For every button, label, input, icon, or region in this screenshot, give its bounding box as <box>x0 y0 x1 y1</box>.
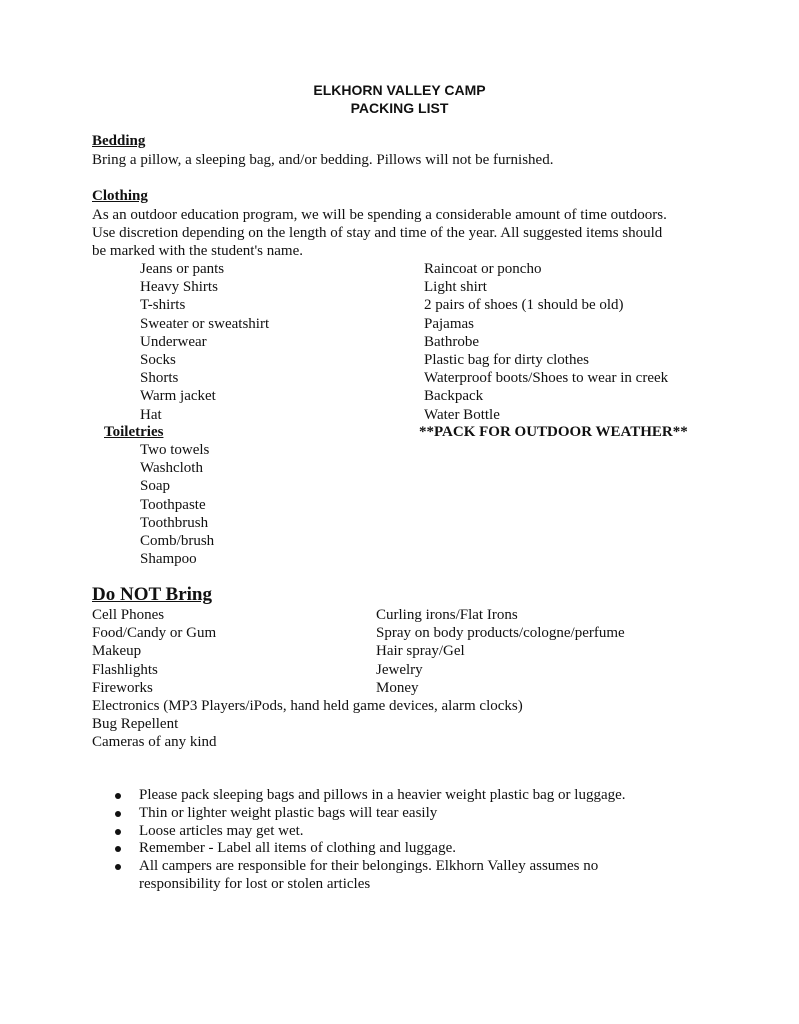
list-item: 2 pairs of shoes (1 should be old) <box>424 297 624 314</box>
list-item: Plastic bag for dirty clothes <box>424 352 589 369</box>
do-not-bring-extra-list <box>92 697 523 752</box>
list-item: Pajamas <box>424 315 474 332</box>
list-item: Heavy Shirts <box>140 279 218 296</box>
list-item: Hat <box>140 406 162 423</box>
bedding-text: Bring a pillow, a sleeping bag, and/or bedding. Pillows will not be furnished. <box>92 152 554 168</box>
toiletries-heading: Toiletries <box>104 424 164 440</box>
list-item: Curling irons/Flat Irons <box>376 607 518 623</box>
do-not-bring-right-list <box>376 606 625 697</box>
page-title: ELKHORN VALLEY CAMP <box>313 82 486 98</box>
clothing-right-list <box>424 260 668 424</box>
list-item: Light shirt <box>424 279 487 296</box>
note-item: Please pack sleeping bags and pillows in a heavier weight plastic bag or luggage. <box>112 787 626 805</box>
list-item: Toothpaste <box>140 496 206 513</box>
note-item: All campers are responsible for their belongings. Elkhorn Valley assumes no <box>112 858 626 876</box>
note-item: Loose articles may get wet. <box>112 823 626 841</box>
list-item: Money <box>376 679 419 696</box>
list-item: T-shirts <box>140 297 186 314</box>
list-item: Bathrobe <box>424 333 479 350</box>
list-item: Socks <box>140 352 176 369</box>
list-item: Jewelry <box>376 661 423 678</box>
list-item: Water Bottle <box>424 406 500 423</box>
list-item: Fireworks <box>92 679 153 696</box>
list-item: Washcloth <box>140 460 203 477</box>
bullet-icon <box>115 846 121 852</box>
note-item-continuation: responsibility for lost or stolen articles <box>139 875 371 892</box>
clothing-heading: Clothing <box>92 188 148 204</box>
bullet-icon <box>115 793 121 799</box>
list-item: Electronics (MP3 Players/iPods, hand held game devices, alarm clocks) <box>92 698 523 714</box>
list-item: Soap <box>140 478 170 495</box>
list-item: Sweater or sweatshirt <box>140 315 270 332</box>
list-item: Two towels <box>140 442 210 458</box>
notes-list <box>112 787 626 894</box>
list-item: Shampoo <box>140 551 197 568</box>
do-not-bring-heading: Do NOT Bring <box>92 584 213 605</box>
clothing-paragraph <box>92 206 667 260</box>
toiletries-list <box>140 441 214 568</box>
list-item: Waterproof boots/Shoes to wear in creek <box>424 370 669 387</box>
list-item: Warm jacket <box>140 388 216 405</box>
clothing-line: be marked with the student's name. <box>92 243 303 259</box>
note-item: Thin or lighter weight plastic bags will tear easily <box>112 805 626 823</box>
bedding-heading: Bedding <box>92 133 146 149</box>
list-item: Food/Candy or Gum <box>92 625 217 642</box>
list-item: Comb/brush <box>140 533 215 550</box>
clothing-line: As an outdoor education program, we will be spending a considerable amount of time outdoors. <box>92 207 667 223</box>
list-item: Raincoat or poncho <box>424 261 542 277</box>
list-item: Spray on body products/cologne/perfume <box>376 625 625 642</box>
list-item: Toothbrush <box>140 514 209 531</box>
page-subtitle: PACKING LIST <box>350 100 449 116</box>
list-item: Hair spray/Gel <box>376 643 465 660</box>
do-not-bring-left-list <box>92 606 216 697</box>
note-item: Remember - Label all items of clothing and luggage. <box>112 840 626 858</box>
list-item: Cell Phones <box>92 607 165 623</box>
bullet-icon <box>115 829 121 835</box>
list-item: Shorts <box>140 370 179 387</box>
bullet-icon <box>115 811 121 817</box>
clothing-line: Use discretion depending on the length of stay and time of the year. All suggested items should <box>92 225 663 241</box>
list-item: Makeup <box>92 643 142 660</box>
list-item: Jeans or pants <box>140 261 225 277</box>
bullet-icon <box>115 864 121 870</box>
list-item: Flashlights <box>92 661 158 678</box>
list-item: Backpack <box>424 388 484 405</box>
list-item: Bug Repellent <box>92 716 179 733</box>
clothing-left-list <box>140 260 269 424</box>
list-item: Underwear <box>140 333 207 350</box>
list-item: Cameras of any kind <box>92 734 217 751</box>
weather-note: **PACK FOR OUTDOOR WEATHER** <box>419 424 688 440</box>
